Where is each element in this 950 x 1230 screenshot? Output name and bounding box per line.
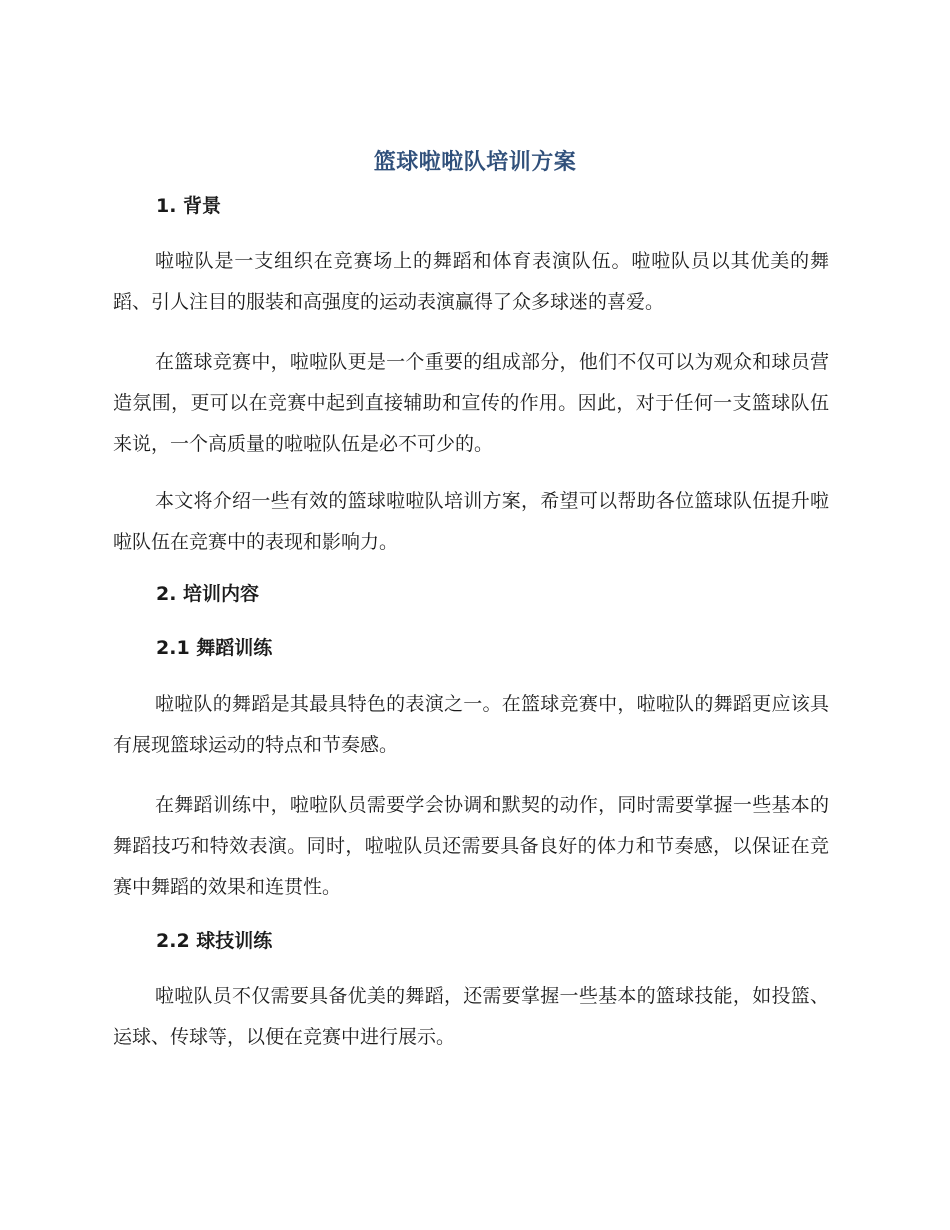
paragraph-ball-skills-1: 啦啦队员不仅需要具备优美的舞蹈，还需要掌握一些基本的篮球技能，如投篮、运球、传球等，以便在竞赛中进行展示。 (113, 985, 829, 1048)
section-heading-training-content: 2. 培训内容 (156, 583, 260, 605)
section-heading-dance-training: 2.1 舞蹈训练 (156, 637, 273, 659)
paragraph-background-3: 本文将介绍一些有效的篮球啦啦队培训方案，希望可以帮助各位篮球队伍提升啦啦队伍在竞赛中的表现和影响力。 (113, 490, 829, 553)
paragraph-background-1: 啦啦队是一支组织在竞赛场上的舞蹈和体育表演队伍。啦啦队员以其优美的舞蹈、引人注目的服装和高强度的运动表演赢得了众多球迷的喜爱。 (113, 250, 829, 313)
section-heading-ball-skills: 2.2 球技训练 (156, 930, 273, 952)
document-title: 篮球啦啦队培训方案 (373, 150, 577, 175)
paragraph-dance-2: 在舞蹈训练中，啦啦队员需要学会协调和默契的动作，同时需要掌握一些基本的舞蹈技巧和特效表演。同时，啦啦队员还需要具备良好的体力和节奏感，以保证在竞赛中舞蹈的效果和连贯性。 (113, 794, 829, 898)
section-heading-background: 1. 背景 (156, 195, 222, 217)
paragraph-background-2: 在篮球竞赛中，啦啦队更是一个重要的组成部分，他们不仅可以为观众和球员营造氛围，更可以在竞赛中起到直接辅助和宣传的作用。因此，对于任何一支篮球队伍来说，一个高质量的啦啦队伍是必不可少的。 (113, 351, 829, 455)
paragraph-dance-1: 啦啦队的舞蹈是其最具特色的表演之一。在篮球竞赛中，啦啦队的舞蹈更应该具有展现篮球运动的特点和节奏感。 (113, 693, 829, 756)
